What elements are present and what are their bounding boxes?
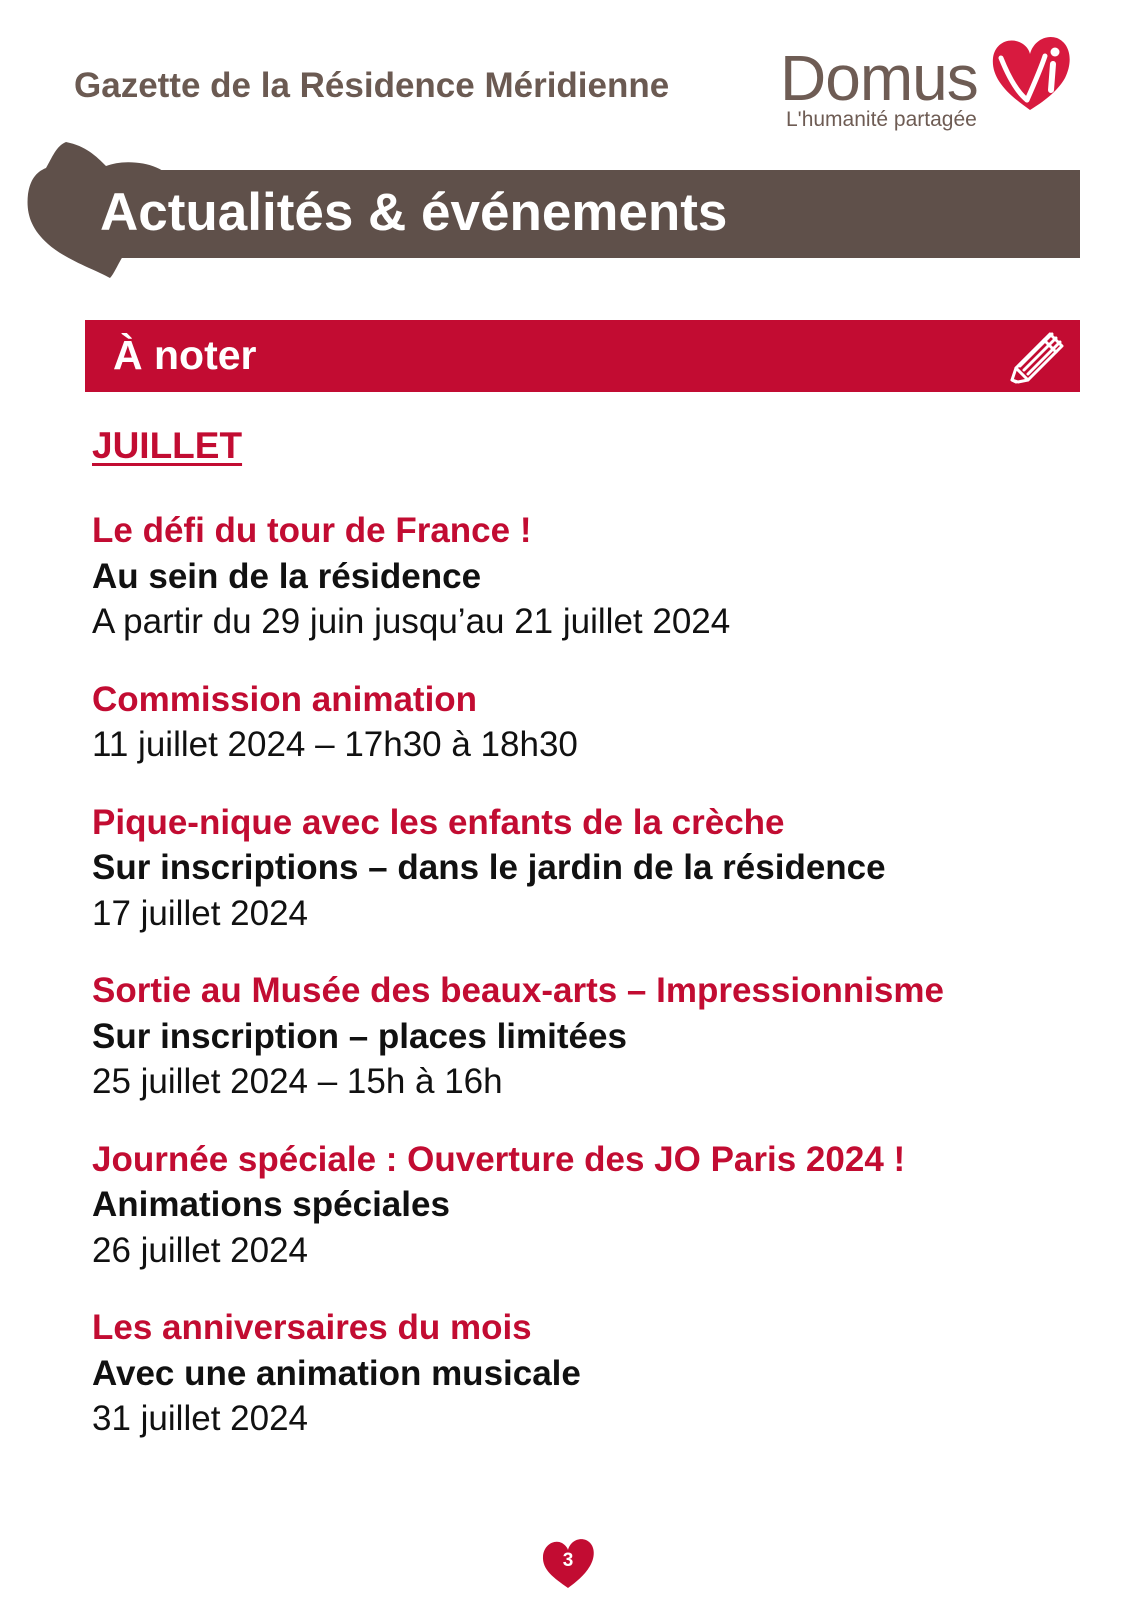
pencil-icon xyxy=(1008,328,1068,386)
logo-heart-icon xyxy=(987,34,1073,114)
logo-mark-text: Vi xyxy=(987,34,988,35)
event-item xyxy=(92,508,1092,645)
event-date: A partir du 29 juin jusqu’au 21 juillet 2024 xyxy=(92,602,731,642)
event-title: Commission animation xyxy=(92,679,478,719)
domusvi-logo xyxy=(780,30,1080,140)
event-item xyxy=(92,968,1092,1105)
note-title: À noter xyxy=(113,332,257,378)
event-date: 25 juillet 2024 – 15h à 16h xyxy=(92,1062,503,1102)
event-date: 17 juillet 2024 xyxy=(92,893,308,933)
event-title: Sortie au Musée des beaux-arts – Impressionnisme xyxy=(92,971,944,1011)
event-subtitle: Avec une animation musicale xyxy=(92,1353,581,1393)
page-number-text: 3 xyxy=(562,1550,574,1571)
event-title: Journée spéciale : Ouverture des JO Paris 2024 ! xyxy=(92,1139,906,1179)
event-date: 11 juillet 2024 – 17h30 à 18h30 xyxy=(92,725,578,765)
event-subtitle: Au sein de la résidence xyxy=(92,556,482,596)
event-title: Les anniversaires du mois xyxy=(92,1308,532,1348)
event-subtitle: Sur inscription – places limitées xyxy=(92,1016,627,1056)
event-subtitle: Animations spéciales xyxy=(92,1185,450,1225)
page-number xyxy=(540,1536,596,1590)
event-title: Pique-nique avec les enfants de la crèche xyxy=(92,802,785,842)
event-title: Le défi du tour de France ! xyxy=(92,511,532,551)
event-item xyxy=(92,1305,1092,1442)
event-subtitle: Sur inscriptions – dans le jardin de la résidence xyxy=(92,848,886,888)
event-item xyxy=(92,800,1092,937)
events-content xyxy=(92,424,1092,1474)
month-heading: JUILLET xyxy=(92,425,243,466)
event-item xyxy=(92,677,1092,768)
event-date: 26 juillet 2024 xyxy=(92,1230,308,1270)
logo-wordmark: Domus xyxy=(780,42,978,114)
section-title: Actualités & événements xyxy=(100,183,728,242)
note-banner xyxy=(85,320,1080,392)
event-date: 31 juillet 2024 xyxy=(92,1399,308,1439)
gazette-title: Gazette de la Résidence Méridienne xyxy=(74,66,670,105)
event-item xyxy=(92,1137,1092,1274)
logo-tagline: L'humanité partagée xyxy=(786,108,977,131)
